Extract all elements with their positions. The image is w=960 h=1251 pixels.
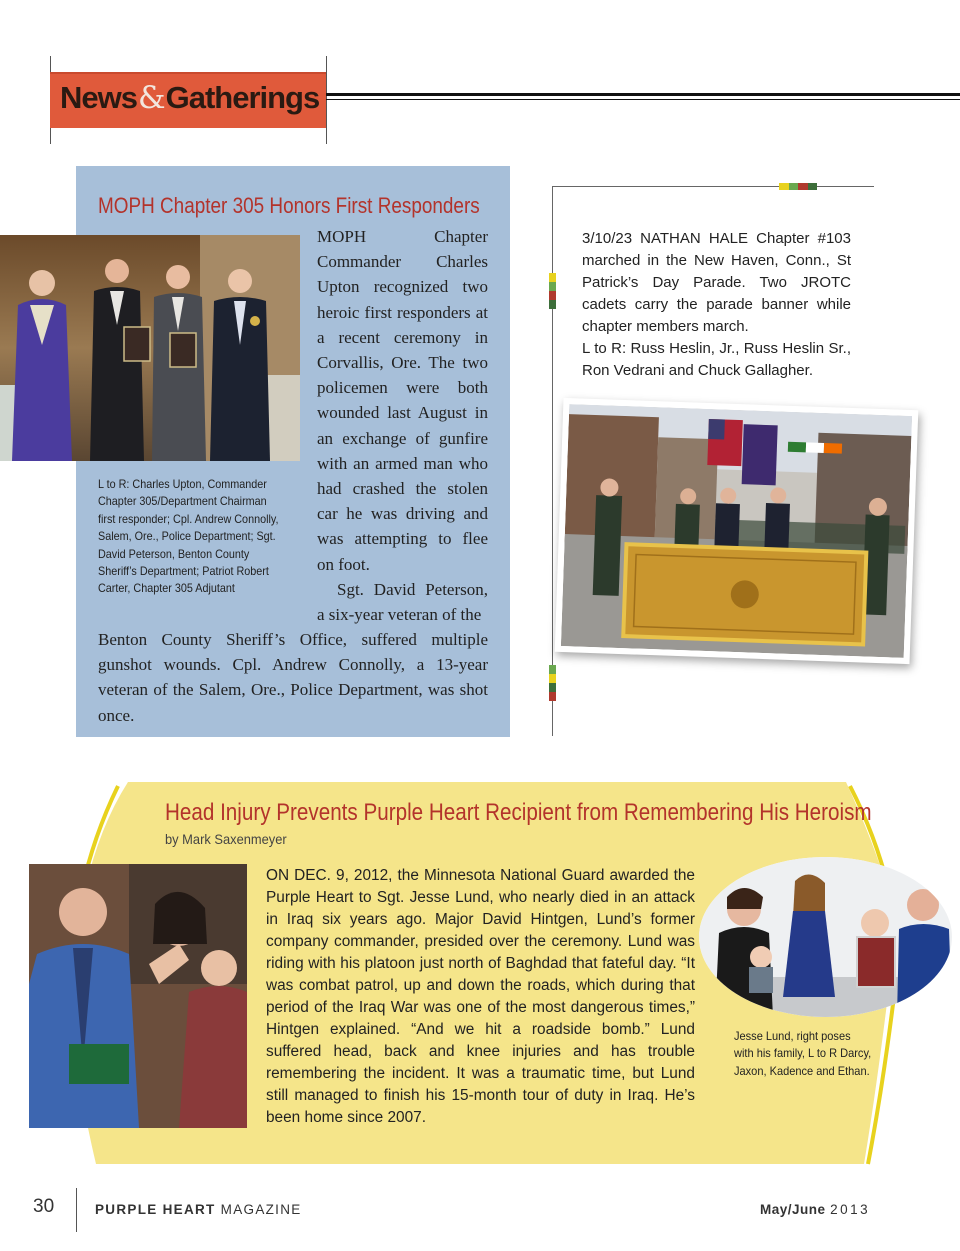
right-column-rule xyxy=(552,186,553,736)
magazine-name xyxy=(95,1202,302,1217)
header-rule-thick xyxy=(326,93,960,96)
corner-color-ticks xyxy=(779,183,817,190)
article-lund-body: ON DEC. 9, 2012, the Minnesota National Guard awarded the Purple Heart to Sgt. Jesse Lund, who nearly died in an attack in Iraq six years ago. Major David Hintgen, Lund’s former company commander, presided over the ceremony. Lund was riding with his platoon just north of Baghdad that fateful day. “It was combat patrol, up and down the roads, which during that period of the Iraq War was one of the most dangerous times,” Hintgen explained. “And we hit a roadside bomb.” Lund suffered head, back and knee injuries and has trouble remembering the incident. It was a traumatic time, but Lund still managed to finish his 15-month tour of duty in Iraq. He’s been home since 2007. xyxy=(266,867,695,1126)
page-number: 30 xyxy=(33,1196,55,1217)
right-column-top-rule xyxy=(552,186,874,187)
header-rule-thin xyxy=(326,99,960,100)
article-moph-title: MOPH Chapter 305 Honors First Responders xyxy=(98,193,480,218)
article-moph-paragraph1: MOPH Chapter Commander Charles Upton recognized two heroic first responders at a recent ceremony in Corvallis, Ore. The two policemen were both wounded last August in an exchange of gunfire with an armed man who had crashed the stolen car he was driving and was attempting to flee on foot. xyxy=(317,227,488,574)
issue-date xyxy=(760,1202,870,1217)
section-title xyxy=(60,80,319,116)
article-lund-title: Head Injury Prevents Purple Heart Recipient from Remembering His Heroism xyxy=(165,799,872,826)
article-moph-column xyxy=(317,224,488,627)
ceremony-photo xyxy=(0,235,300,461)
lund-family-photo-caption: Jesse Lund, right poses with his family, L to R Darcy, Jaxon, Kadence and Ethan. xyxy=(734,1029,872,1078)
article-lund-byline: by Mark Saxenmeyer xyxy=(165,831,287,847)
issue-month: May/June xyxy=(760,1202,826,1217)
section-title-part2: Gatherings xyxy=(165,80,320,115)
parade-photo xyxy=(561,404,912,658)
rule-color-ticks-top xyxy=(549,273,556,309)
header-right-rule xyxy=(326,56,327,144)
article-moph-paragraph2-end: Benton County Sheriff’s Office, suffered multiple gunshot wounds. Cpl. Andrew Connolly, a 13-year veteran of the Salem, Ore., Police Department, was shot once. xyxy=(98,630,488,725)
footer-divider xyxy=(76,1188,77,1232)
purple-heart-ceremony-photo xyxy=(29,864,247,1128)
parade-caption xyxy=(582,228,851,382)
rule-color-ticks-bottom xyxy=(549,665,556,701)
issue-year: 2013 xyxy=(830,1202,871,1217)
magazine-name-bold: PURPLE HEART xyxy=(95,1202,216,1217)
parade-photo-frame xyxy=(555,398,919,664)
lund-family-photo xyxy=(699,857,952,1017)
magazine-name-light: MAGAZINE xyxy=(220,1202,302,1217)
ceremony-photo-caption: L to R: Charles Upton, Commander Chapter 305/Department Chairman first responder; Cpl. Andrew Connolly, Salem, Ore., Police Department; Sgt. David Peterson, Benton County Sheriff’s Department; Patriot Robert Carter, Chapter 305 Adjutant xyxy=(98,477,279,596)
section-title-ampersand: & xyxy=(137,80,165,116)
section-title-part1: News xyxy=(60,80,137,115)
parade-caption-line1: 3/10/23 NATHAN HALE Chapter #103 marched in the New Haven, Conn., St Patrick’s Day Parade. Two JROTC cadets carry the parade banner while chapter members march. xyxy=(582,230,851,335)
article-moph-paragraph2-start: Sgt. David Peterson, a six-year veteran of the xyxy=(317,579,488,625)
parade-caption-line2: L to R: Russ Heslin, Jr., Russ Heslin Sr., Ron Vedrani and Chuck Gallagher. xyxy=(582,340,851,379)
